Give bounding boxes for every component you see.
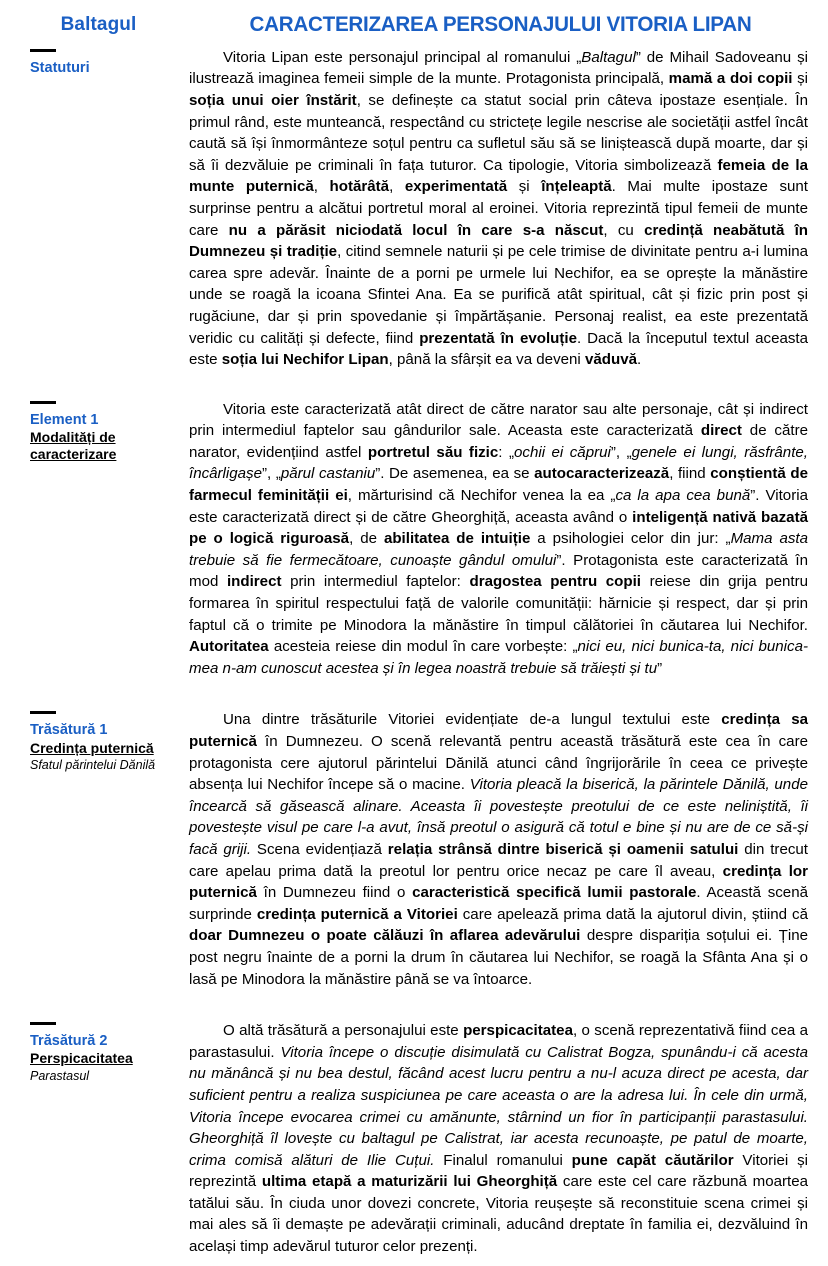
brand-column <box>16 12 181 37</box>
paragraph: Vitoria este caracterizată atât direct de către narator sau alte personaje, cât și indirect prin intermediul faptelor sau gândurilor sale. Aceasta este caracterizată direct de către narator, evidențiind astfel portretul său fizic: „ochii ei căprui”, „genele ei lungi, răsfrânte, încârligașe”, „părul castaniu”. De asemenea, ea se autocaracterizează, fiind conștientă de farmecul feminității ei, mărturisind că Nechifor venea la ea „ca la apa cea bună”. Vitoria este caracterizată direct și de către Gheorghiță, aceasta având o inteligență nativă bazată pe o logică riguroasă, de abilitatea de intuiție a psihologiei celor din jur: „Mama asta trebuie să fie fermecătoare, cunoaște gândul omului”. Protagonista este caracterizată în mod indirect prin intermediul faptelor: dragostea pentru copii reiese din grija pentru formarea în spiritul respectului față de valorile comunității: hărnicie și respect, dar și prin faptul că o trimite pe Minodora la mănăstire în timpul călătoriei în căutarea lui Nechifor. Autoritatea acesteia reiese din modul în care vorbește: „nici eu, nici bunica-ta, nici bunica-mea n-am cunoscut acestea și în legea noastră trebuie să trăiești și tu” <box>189 400 808 677</box>
aside-note-trasatura2: Parastasul <box>30 1068 90 1083</box>
aside-sub-element1: Modalități de caracterizare <box>30 428 117 463</box>
brand-title: Baltagul <box>60 14 137 35</box>
paragraph: Una dintre trăsăturile Vitoriei evidențiate de-a lungul textului este credința sa puternică în Dumnezeu. O scenă relevantă pentru această trăsătură este cea în care protagonista cere ajutorul părintelui Dănilă atunci când îngrijorările în ceea ce privește absența lui Nechifor începe să o macine. Vitoria pleacă la biserică, la părintele Dănilă, unde încearcă să găsească alinare. Aceasta îi povestește preotului de ce este neliniștită, îi povestește visul pe care l-a avut, însă preotul o asigură că totul e bine și nu are de ce să-și facă griji. Scena evidențiază relația strânsă dintre biserică și oamenii satului din trecut care apelau prima dată la preotul lor pentru orice necaz pe care îl aveau, credința lor puternică în Dumnezeu fiind o caracteristică specifică lumii pastorale. Această scenă surprinde credința puternică a Vitoriei care apelează prima dată la ajutorul divin, știind că doar Dumnezeu o poate călăuzi în aflarea adevărului despre dispariția soțului ei. Ține post negru înainte de a porni la drum în căutarea lui Nechifor, se roagă la Sfânta Ana și o lasă pe Minodora la mănăstire până se va întoarce. <box>189 711 808 988</box>
aside-key-trasatura2: Trăsătură 2 <box>30 1033 108 1050</box>
aside-key-trasatura1: Trăsătură 1 <box>30 722 108 739</box>
section-trasatura1 <box>16 709 812 990</box>
aside-statuturi <box>16 47 181 77</box>
body-trasatura2 <box>181 1020 812 1258</box>
aside-note-trasatura1: Sfatul părintelui Dănilă <box>30 758 156 773</box>
page-title: CARACTERIZAREA PERSONAJULUI VITORIA LIPAN <box>249 12 752 36</box>
body-trasatura1 <box>181 709 812 990</box>
paragraph: Vitoria Lipan este personajul principal al romanului „Baltagul” de Mihail Sadoveanu și ilustrează imaginea femeii simple de la munte. Protagonista principală, mamă a doi copii și soția unui oier înstărit, se definește ca statut social prin câteva ipostaze esențiale. În primul rând, este munteancă, respectând cu strictețe legile nescrise ale societății astfel încât caută să își înmormânteze soțul pentru ca sufletul său să se liniștească după moarte, dar și să îi dezvăluie pe criminali în fața tuturor. Ca tipologie, Vitoria simbolizează femeia de la munte puternică, hotărâtă, experimentată și înțeleaptă. Mai multe ipostaze sunt surprinse pentru a alcătui portretul moral al eroinei. Vitoria reprezintă tipul femeii de munte care nu a părăsit niciodată locul în care s-a născut, cu credință neabătută în Dumnezeu și tradiție, citind semnele naturii și pe cele trimise de divinitate pentru a-i lumina carea spre adevăr. Înainte de a porni pe urmele lui Nechifor, ea se oprește la mănăstire unde se roagă la icoana Sfintei Ana. Ea se purifică atât spiritual, cât și fizic prin post și rugăciune, dar și prin spovedanie și împărtășanie. Personaj realist, ea este prezentată veridic cu calități și defecte, fiind prezentată în evoluție. Dacă la începutul textul aceasta este soția lui Nechifor Lipan, până la sfârșit ea va deveni văduvă. <box>189 48 809 369</box>
title-column <box>181 12 812 38</box>
aside-trasatura2 <box>16 1020 181 1084</box>
section-trasatura2 <box>16 1020 812 1258</box>
divider-dash-icon <box>30 49 56 52</box>
aside-trasatura1 <box>16 709 181 773</box>
aside-element1 <box>16 399 181 464</box>
aside-key-element1: Element 1 <box>30 411 99 428</box>
body-element1 <box>181 399 812 680</box>
divider-dash-icon <box>30 401 56 404</box>
divider-dash-icon <box>30 1022 56 1025</box>
section-element1 <box>16 399 812 680</box>
body-statuturi <box>181 47 812 371</box>
aside-key-statuturi: Statuturi <box>30 59 90 76</box>
document-header <box>16 12 812 38</box>
aside-sub-trasatura1: Credința puternică <box>30 739 154 756</box>
section-statuturi <box>16 47 812 371</box>
divider-dash-icon <box>30 711 56 714</box>
paragraph: O altă trăsătură a personajului este perspicacitatea, o scenă reprezentativă fiind cea a parastasului. Vitoria începe o discuție disimulată cu Calistrat Bogza, spunându-i că acesta nu mănâncă și nu bea destul, făcând acest lucru pentru a nu-l acuza direct pe acesta, dar suficient pentru a realiza suspiciunea pe care aceasta o are la adresa lui. În cele din urmă, Vitoria începe evocarea crimei cu amănunte, stârnind un fior în participanții parastasului. Gheorghiță îl lovește cu baltagul pe Calistrat, iar acesta recunoaște, pe patul de moarte, crima comisă alături de Ilie Cuțui. Finalul romanului pune capăt căutărilor Vitoriei și reprezintă ultima etapă a maturizării lui Gheorghiță care este cel care răzbună moartea tatălui său. În ciuda unor dovezi concrete, Vitoria reușește să reconstituie scena crimei și mai ales să îi demaște pe adevărații criminali, aducând dreptate în familia ei, dezvăluind în același timp adevărul tuturor celor prezenți. <box>189 1022 809 1256</box>
aside-sub-trasatura2: Perspicacitatea <box>30 1050 133 1067</box>
